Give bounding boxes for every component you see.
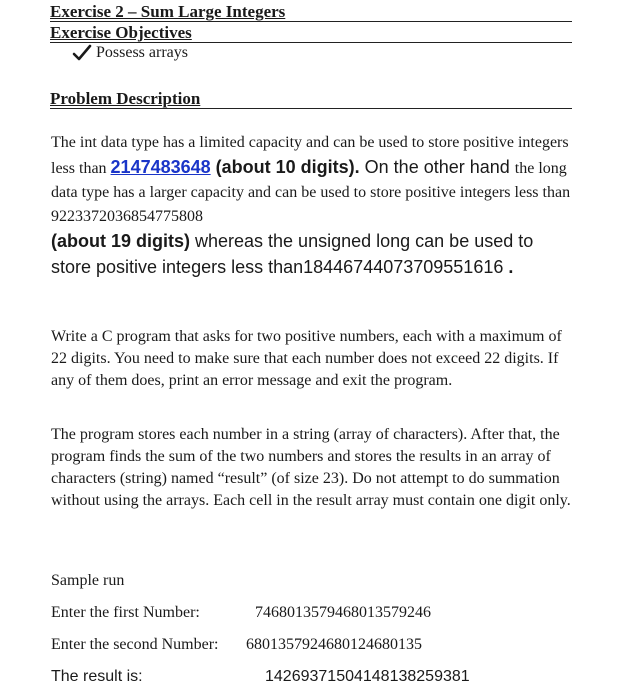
divider [50, 42, 572, 43]
first-number-label: Enter the first Number: [51, 604, 200, 621]
divider [50, 21, 572, 22]
p1-text-f: whereas the unsigned long can be used to store positive integers less than18446744073709551616 [51, 231, 534, 277]
result-value: 14269371504148138259381 [265, 668, 470, 685]
p1-link-number[interactable]: 2147483648 [110, 157, 211, 177]
divider [50, 108, 572, 109]
check-icon [72, 44, 92, 62]
second-number-label: Enter the second Number: [51, 636, 219, 653]
p1-text-c: On the other hand [359, 157, 515, 177]
problem-paragraph [51, 131, 576, 281]
objective-item [72, 44, 188, 62]
p1-text-b: (about 10 digits). [210, 157, 360, 177]
p1-text-d: the long data type has a larger capacity and can be used to store positive integers less than 9223372036854775808 [51, 160, 571, 225]
p1-text-g: . [503, 257, 514, 277]
p1-text-a: The int data type has a limited capacity and can be used to store positive integers less than [51, 134, 569, 177]
objective-text: Possess arrays [96, 44, 188, 61]
p1-text-e: (about 19 digits) [51, 231, 190, 251]
sample-run-label: Sample run [51, 572, 125, 589]
paragraph-2: Write a C program that asks for two positive numbers, each with a maximum of 22 digits. You need to make sure that each number does not exceed 22 digits. If any of them does, print an error message and exit the program. [51, 328, 562, 389]
problem-title: Problem Description [50, 89, 201, 108]
first-number-value: 7468013579468013579246 [255, 604, 431, 621]
objectives-title: Exercise Objectives [50, 23, 192, 42]
paragraph-3: The program stores each number in a string (array of characters). After that, the program finds the sum of the two numbers and stores the results in an array of characters (string) named “result” (of size 23). Do not attempt to do summation without using the arrays. Each cell in the result array must contain one digit only. [51, 426, 571, 509]
exercise-title: Exercise 2 – Sum Large Integers [50, 2, 286, 21]
second-number-value: 6801357924680124680135 [246, 636, 422, 653]
result-label: The result is: [51, 668, 143, 685]
